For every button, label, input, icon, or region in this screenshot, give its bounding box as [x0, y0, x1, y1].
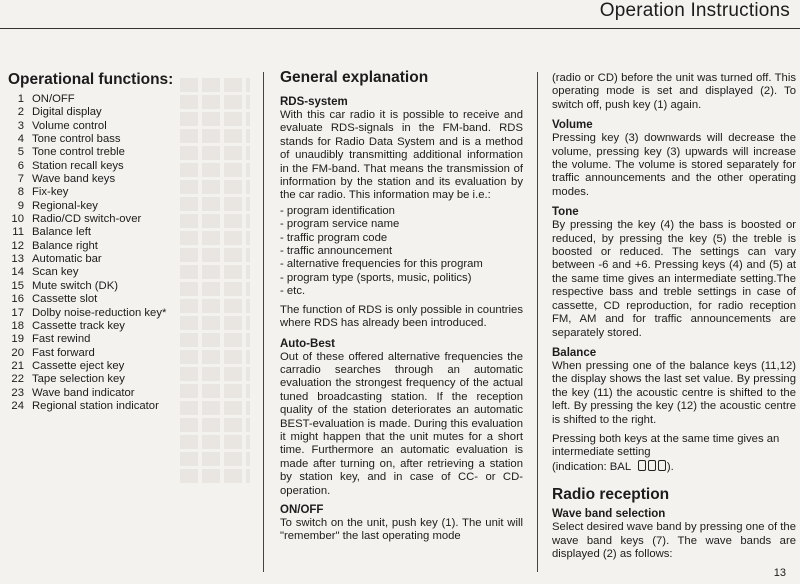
onoff-text: To switch on the unit, push key (1). The unit will "remember" the last operating mode	[280, 516, 523, 543]
page-number: 13	[773, 567, 786, 579]
function-item	[8, 173, 253, 186]
function-label: Automatic bar	[32, 253, 102, 266]
function-label: ON/OFF	[32, 93, 75, 105]
function-item	[8, 186, 253, 199]
page-title: Operation Instructions	[599, 0, 790, 21]
function-number: 11	[12, 226, 24, 239]
balance-indication-end: ).	[666, 460, 674, 473]
column-divider	[537, 72, 538, 572]
rds-info-item: - program type (sports, music, politics)	[280, 271, 472, 284]
function-number: 6	[17, 159, 24, 172]
function-item	[8, 293, 253, 306]
volume-heading: Volume	[552, 119, 593, 132]
function-item	[8, 307, 253, 320]
function-number: 4	[17, 133, 24, 146]
autobest-text: Out of these offered alternative frequencies the carradio searches through an automatic evaluation the strongest frequency of the actual tuned broadcasting station. If the reception quality of the station deteriorates an automatic BEST-evaluation is made. During this evaluation it might happen that the unit mutes for a short time. Furthermore an automatic evaluation is made after turning on, after retrieving a station by station key, and in case of CC- or CD-operation.	[280, 350, 523, 497]
function-number: 5	[17, 146, 24, 159]
function-label: Fast forward	[32, 346, 95, 359]
tone-heading: Tone	[552, 206, 579, 219]
function-label: Tone control bass	[32, 133, 121, 146]
function-item	[8, 120, 253, 133]
balance-heading: Balance	[552, 346, 597, 359]
balance-intermediate-text: Pressing both keys at the same time gives an intermediate setting	[552, 432, 780, 459]
function-label: Station recall keys	[32, 159, 124, 172]
onoff-heading: ON/OFF	[280, 503, 324, 516]
function-number: 21	[11, 359, 24, 372]
function-number: 22	[11, 373, 24, 386]
function-item	[8, 347, 253, 360]
function-label: Cassette slot	[32, 293, 98, 306]
function-item	[8, 213, 253, 226]
tone-text: By pressing the key (4) the bass is boosted or reduced, by pressing the key (5) the treble is boosted or reduced. The settings can vary between -6 and +6. Pressing keys (4) and (5) at the same time gives an intermediate setting.The respective bass and treble settings in case of cassette, CD reproduction, for radio reception FM, AM and for traffic announcements are separately stored.	[552, 219, 796, 339]
general-heading: General explanation	[280, 69, 429, 86]
function-number: 14	[11, 266, 24, 279]
onoff-continued: (radio or CD) before the unit was turned off. This operating mode is set and displayed (2). To switch off, push key (1) again.	[552, 72, 796, 111]
function-item	[8, 266, 253, 279]
function-number: 1	[17, 93, 24, 105]
function-number: 3	[17, 119, 24, 132]
rds-info-item: - program service name	[280, 218, 400, 231]
function-label: Digital display	[32, 106, 102, 119]
function-label: Fix-key	[32, 186, 69, 199]
function-item	[8, 240, 253, 253]
function-label: Regional station indicator	[32, 399, 159, 412]
function-label: Balance right	[32, 239, 98, 252]
function-number: 24	[11, 399, 24, 412]
functions-list	[8, 93, 253, 413]
page-header	[0, 0, 800, 30]
function-label: Cassette track key	[32, 319, 125, 332]
general-column	[280, 68, 523, 544]
function-item	[8, 226, 253, 239]
function-label: Scan key	[32, 266, 79, 279]
function-number: 19	[11, 333, 24, 346]
function-label: Cassette eject key	[32, 359, 125, 372]
rds-info-item: - etc.	[280, 285, 306, 298]
balance-intermediate	[552, 433, 796, 474]
rds-info-item: - program identification	[280, 204, 395, 217]
function-label: Volume control	[32, 119, 107, 132]
function-item	[8, 320, 253, 333]
function-label: Wave band keys	[32, 173, 116, 186]
rds-info-item: - traffic program code	[280, 231, 388, 244]
function-number: 12	[11, 239, 24, 252]
function-label: Regional-key	[32, 199, 98, 212]
balance-indication-label: (indication: BAL	[552, 460, 631, 473]
function-item	[8, 160, 253, 173]
radio-reception-heading: Radio reception	[552, 486, 670, 504]
rds-info-item: - traffic announcement	[280, 245, 393, 258]
function-item	[8, 373, 253, 386]
controls-column	[552, 72, 796, 561]
function-item	[8, 360, 253, 373]
volume-text: Pressing key (3) downwards will decrease the volume, pressing key (3) upwards will increase the volume. The volume is stored separately for traffic announcements and the other operating modes.	[552, 132, 796, 198]
function-number: 17	[11, 306, 24, 319]
function-item	[8, 106, 253, 119]
function-number: 13	[11, 253, 24, 266]
function-number: 23	[11, 386, 24, 399]
function-item	[8, 400, 253, 413]
rds-text: With this car radio it is possible to receive and evaluate RDS-signals in the FM-band. RDS stands for Radio Data System and is a method of unaudibly transmitting additional information in the FM-band. That means the transmission of information by the station and its evaluation by the car radio. This information may be i.e.:	[280, 109, 523, 202]
function-number: 16	[11, 293, 24, 306]
autobest-heading: Auto-Best	[280, 337, 335, 350]
function-number: 7	[17, 173, 24, 186]
function-item	[8, 146, 253, 159]
function-number: 15	[11, 279, 24, 292]
function-label: Dolby noise-reduction key*	[32, 306, 167, 319]
header-rule	[0, 28, 800, 29]
function-number: 10	[11, 213, 24, 226]
rds-note: The function of RDS is only possible in countries where RDS has already been introduced.	[280, 303, 523, 330]
function-item	[8, 93, 253, 106]
rds-info-item: - alternative frequencies for this program	[280, 258, 483, 271]
function-number: 9	[17, 199, 24, 212]
function-item	[8, 280, 253, 293]
function-number: 8	[17, 186, 24, 199]
function-item	[8, 387, 253, 400]
rds-info-list	[280, 205, 523, 299]
function-item	[8, 333, 253, 346]
column-divider	[263, 72, 264, 572]
function-number: 18	[11, 319, 24, 332]
function-item	[8, 253, 253, 266]
function-item	[8, 200, 253, 213]
functions-column	[8, 68, 253, 413]
waveband-text: Select desired wave band by pressing one of the wave band keys (7). The wave bands are displayed (2) as follows:	[552, 521, 796, 560]
function-number: 20	[11, 346, 24, 359]
rds-heading: RDS-system	[280, 96, 348, 108]
balance-text: When pressing one of the balance keys (11,12) the display shows the last set value. By pressing the key (11) the acoustic centre is shifted to the left. By pressing the key (12) the acoustic centre is shifted to the right.	[552, 359, 796, 426]
function-label: Tape selection key	[32, 373, 125, 386]
function-item	[8, 133, 253, 146]
function-label: Wave band indicator	[32, 386, 135, 399]
function-number: 2	[17, 106, 24, 119]
function-label: Tone control treble	[32, 146, 125, 159]
function-label: Balance left	[32, 226, 92, 239]
function-label: Fast rewind	[32, 333, 91, 346]
waveband-heading: Wave band selection	[552, 508, 666, 521]
function-label: Mute switch (DK)	[32, 279, 118, 292]
balance-display-glyph-icon	[637, 461, 667, 473]
function-label: Radio/CD switch-over	[32, 213, 142, 226]
functions-heading: Operational functions:	[8, 71, 174, 88]
